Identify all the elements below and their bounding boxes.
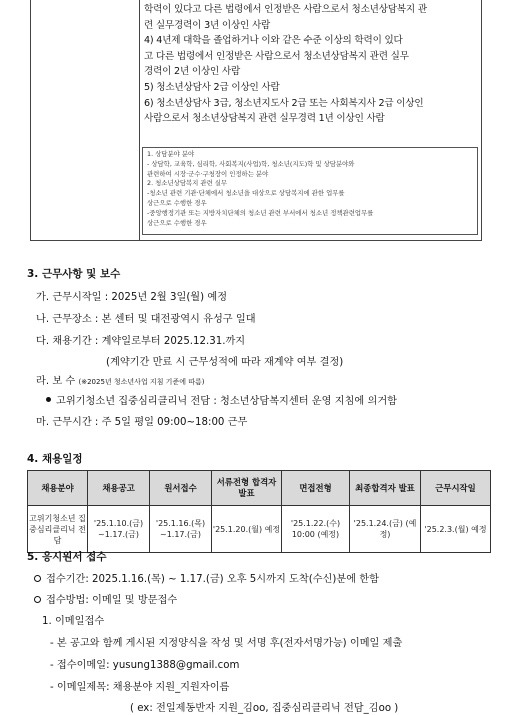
qualification-line: 사람으로서 청소년상담복지 관련 실무경력 1년 이상인 사람	[144, 113, 385, 125]
qualification-line: 학력이 있다고 다른 법령에서 인정받은 사람으로서 청소년상담복지 관	[144, 4, 427, 15]
note-line: 상근으로 수행한 경우	[147, 198, 207, 207]
salary-label: 라. 보 수	[36, 376, 76, 387]
schedule-row	[28, 506, 491, 553]
employment-period: 다. 채용기간 : 계약일로부터 2025.12.31.까지	[36, 336, 246, 347]
note-line: 관련하여 시장·군수·구청장이 인정하는 분야	[147, 169, 269, 178]
qualification-line: 련 실무경력이 3년 이상인 사람	[144, 19, 271, 31]
schedule-cell: '25.1.24.(금) (예정)	[350, 506, 421, 553]
qualification-line: 5) 청소년상담사 2급 이상인 사람	[144, 81, 280, 93]
schedule-cell: 고위기청소년 집중심리클리닉 전담	[28, 506, 88, 553]
email-subject-example: ( ex: 전일제동반자 지원_김oo, 집중심리클리닉 전담_김oo )	[130, 703, 399, 714]
qualification-table	[30, 0, 482, 241]
work-place: 나. 근무장소 : 본 센터 및 대전광역시 유성구 일대	[36, 314, 256, 325]
note-line: 1. 상담분야 분야	[147, 150, 195, 158]
note-line: -청소년 관련 기관·단체에서 청소년을 대상으로 상담복지에 관한 업무를	[147, 189, 345, 198]
section3-title: 3. 근무사항 및 보수	[27, 268, 121, 280]
application-period: 접수기간: 2025.1.16.(목) ~ 1.17.(금) 오후 5시까지 도착(수신)분에 한함	[46, 574, 379, 585]
work-hours: 마. 근무시간 : 주 5일 평일 09:00~18:00 근무	[36, 417, 248, 428]
salary-note: (※2025년 청소년사업 지침 기준에 따름)	[78, 378, 205, 386]
qualification-line: 6) 청소년상담사 3급, 청소년지도사 2급 또는 사회복지사 2급 이상인	[144, 97, 424, 109]
qualification-note-box	[142, 147, 478, 235]
schedule-table	[27, 470, 491, 553]
circle-bullet-icon	[34, 596, 41, 603]
schedule-header: 근무시작일	[421, 471, 491, 506]
schedule-header-row	[28, 471, 491, 506]
qualification-lines	[144, 2, 477, 127]
application-period-line	[34, 570, 379, 585]
schedule-cell: '25.2.3.(월) 예정	[421, 506, 491, 553]
qualification-content-cell	[139, 0, 481, 240]
schedule-header: 채용분야	[28, 471, 88, 506]
employment-period-note: (계약기간 만료 시 근무성적에 따라 재계약 여부 결정)	[106, 357, 344, 368]
application-method: 접수방법: 이메일 및 방문접수	[46, 595, 178, 606]
qualification-line: 고 다른 법령에서 인정받은 사람으로서 청소년상담복지 관련 실무	[144, 50, 409, 62]
application-email: - 접수이메일: yusung1388@gmail.com	[50, 660, 240, 671]
salary-line	[36, 372, 204, 387]
note-line: - 상담학, 교육학, 심리학, 사회복지(사업)학, 청소년(지도)학 및 상담분야와	[147, 159, 355, 168]
note-line: -중앙행정기관 또는 지방자치단체의 청소년 관련 부서에서 청소년 정책관련업무를	[147, 208, 374, 217]
salary-bullet-line	[46, 392, 397, 407]
schedule-header: 서류전형 합격자 발표	[212, 471, 282, 506]
schedule-header: 최종합격자 발표	[350, 471, 421, 506]
bullet-icon	[46, 397, 51, 402]
schedule-cell: '25.1.10.(금) ~1.17.(금)	[88, 506, 150, 553]
section4-title: 4. 채용일정	[27, 453, 83, 465]
schedule-header: 채용공고	[88, 471, 150, 506]
schedule-header: 원서접수	[150, 471, 212, 506]
schedule-cell: '25.1.16.(목) ~1.17.(금)	[150, 506, 212, 553]
email-instruction: - 본 공고와 함께 게시된 지정양식을 작성 및 서명 후(전자서명가능) 이메일 제출	[50, 638, 403, 649]
schedule-header: 면접전형	[282, 471, 350, 506]
application-method-line	[34, 591, 177, 606]
salary-bullet-text: 고위기청소년 집중심리클리닉 전담 : 청소년상담복지센터 운영 지침에 의거함	[56, 396, 398, 407]
section5-title: 5. 응시원서 접수	[27, 551, 107, 563]
email-subject-format: - 이메일제목: 채용분야 지원_지원자이름	[50, 682, 230, 693]
note-line: 상근으로 수행한 경우	[147, 218, 207, 227]
email-application-title: 1. 이메일접수	[42, 616, 105, 627]
qualification-line: 경력이 2년 이상인 사람	[144, 66, 241, 78]
schedule-cell: '25.1.22.(수) 10:00 (예정)	[282, 506, 350, 553]
qualification-label-cell	[31, 0, 140, 240]
qualification-line: 4) 4년제 대학을 졸업하거나 이와 같은 수준 이상의 학력이 있다	[144, 35, 403, 47]
circle-bullet-icon	[34, 575, 41, 582]
work-start-date: 가. 근무시작일 : 2025년 2월 3일(월) 예정	[36, 292, 228, 303]
note-line: 2. 청소년상담복지 관련 실무	[147, 179, 228, 188]
schedule-cell: '25.1.20.(월) 예정	[212, 506, 282, 553]
